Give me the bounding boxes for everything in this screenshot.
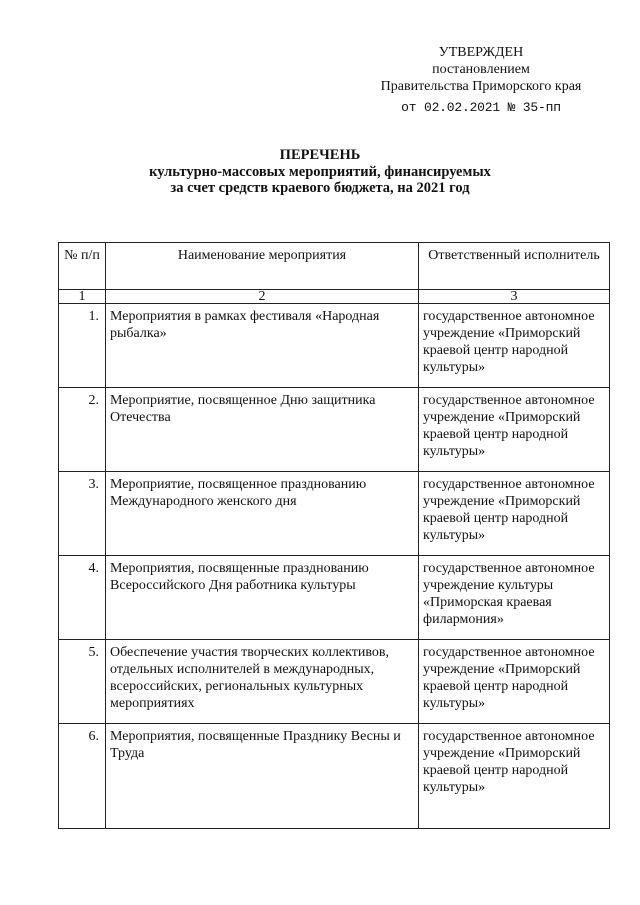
table-header-row xyxy=(59,243,610,290)
row-number: 2. xyxy=(59,388,106,472)
approval-reference: от 02.02.2021 № 35-пп xyxy=(401,100,561,115)
approval-status: УТВЕРЖДЕН xyxy=(438,45,524,60)
events-table xyxy=(58,242,610,829)
table-row xyxy=(59,640,610,724)
title-line-2: за счет средств краевого бюджета, на 2021 год xyxy=(170,180,470,196)
column-number: 2 xyxy=(106,290,419,304)
approval-line-1: постановлением xyxy=(432,62,530,77)
table-row xyxy=(59,388,610,472)
title-line-1: культурно-массовых мероприятий, финансируемых xyxy=(149,163,491,180)
event-name: Мероприятия в рамках фестиваля «Народная рыбалка» xyxy=(106,304,419,388)
document-title xyxy=(0,147,640,197)
executor: государственное автономное учреждение «Приморский краевой центр народной культуры» xyxy=(419,388,610,472)
table-row xyxy=(59,304,610,388)
row-number: 3. xyxy=(59,472,106,556)
table-row xyxy=(59,472,610,556)
title-heading: ПЕРЕЧЕНЬ xyxy=(279,147,361,163)
approval-block xyxy=(366,44,596,116)
event-name: Мероприятия, посвященные празднованию Всероссийского Дня работника культуры xyxy=(106,556,419,640)
row-number: 6. xyxy=(59,724,106,829)
table-row xyxy=(59,724,610,829)
header-number: № п/п xyxy=(59,243,106,290)
executor: государственное автономное учреждение «Приморский краевой центр народной культуры» xyxy=(419,304,610,388)
row-number: 1. xyxy=(59,304,106,388)
executor: государственное автономное учреждение культуры «Приморская краевая филармония» xyxy=(419,556,610,640)
header-event-name: Наименование мероприятия xyxy=(106,243,419,290)
event-name: Мероприятие, посвященное празднованию Международного женского дня xyxy=(106,472,419,556)
row-number: 4. xyxy=(59,556,106,640)
row-number: 5. xyxy=(59,640,106,724)
event-name: Мероприятия, посвященные Празднику Весны и Труда xyxy=(106,724,419,829)
column-number-row xyxy=(59,290,610,304)
header-executor: Ответственный исполнитель xyxy=(419,243,610,290)
event-name: Обеспечение участия творческих коллективов, отдельных исполнителей в международных, всероссийских, региональных культурных мероприятиях xyxy=(106,640,419,724)
executor: государственное автономное учреждение «Приморский краевой центр народной культуры» xyxy=(419,724,610,829)
executor: государственное автономное учреждение «Приморский краевой центр народной культуры» xyxy=(419,472,610,556)
table-row xyxy=(59,556,610,640)
executor: государственное автономное учреждение «Приморский краевой центр народной культуры» xyxy=(419,640,610,724)
event-name: Мероприятие, посвященное Дню защитника Отечества xyxy=(106,388,419,472)
column-number: 1 xyxy=(59,290,106,304)
approval-line-2: Правительства Приморского края xyxy=(380,79,582,94)
column-number: 3 xyxy=(419,290,610,304)
